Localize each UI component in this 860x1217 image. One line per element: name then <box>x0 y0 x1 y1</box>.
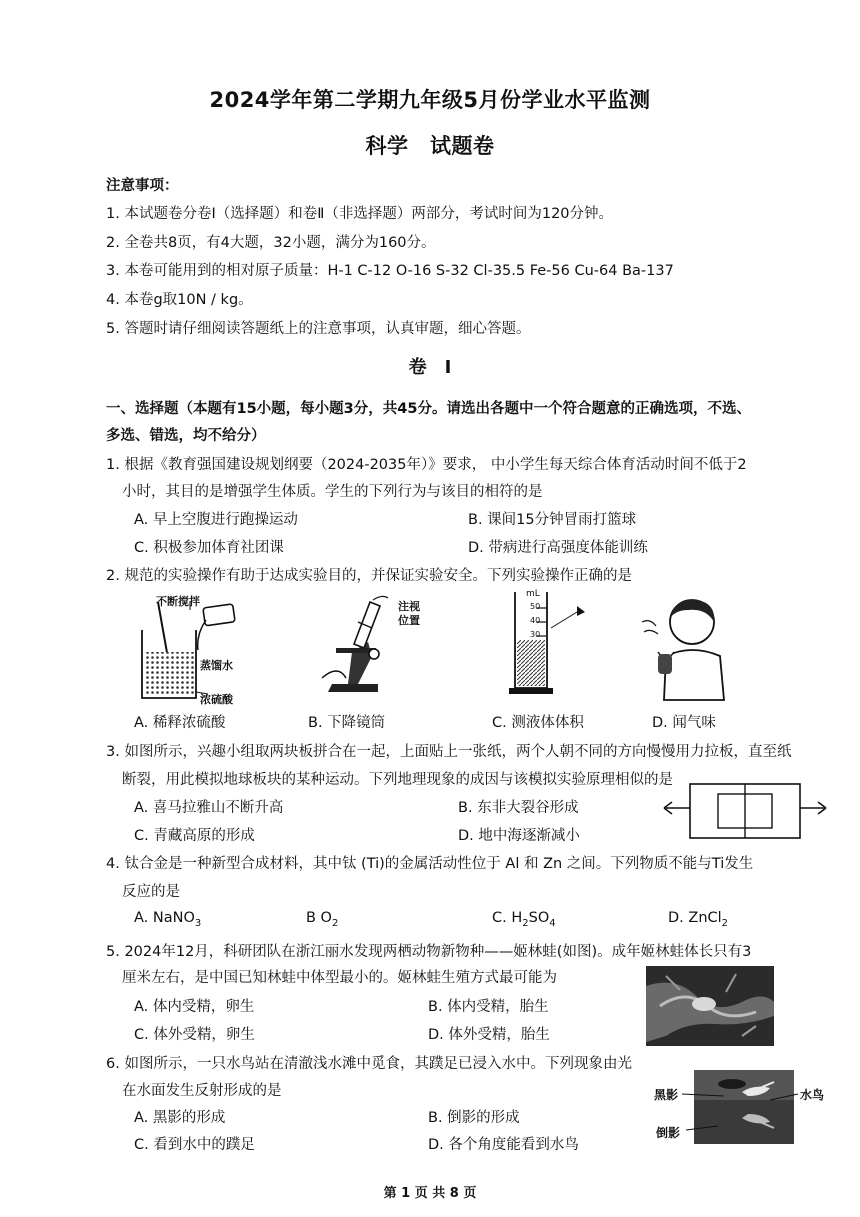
label-reflection: 倒影 <box>656 1126 681 1140</box>
cylinder-tick: 50 <box>530 602 541 611</box>
q2-option-d: D. 闻气味 <box>652 715 716 731</box>
notice-item: 1. 本试题卷分卷Ⅰ（选择题）和卷Ⅱ（非选择题）两部分，考试时间为120分钟。 <box>106 206 614 222</box>
q5-option-c: C. 体外受精，卵生 <box>134 1027 255 1043</box>
section-heading-line2: 多选、错选，均不给分） <box>106 428 266 444</box>
notice-item: 3. 本卷可能用到的相对原子质量：H-1 C-12 O-16 S-32 Cl-35.5 Fe-56 Cu-64 Ba-137 <box>106 263 674 279</box>
figure-smelling <box>636 592 731 702</box>
label-shadow: 黑影 <box>654 1088 679 1102</box>
question-1-line2: 小时，其目的是增强学生体质。学生的下列行为与该目的相符的是 <box>122 484 543 500</box>
q1-option-b: B. 课间15分钟冒雨打篮球 <box>468 512 637 528</box>
label-acid: 浓硫酸 <box>200 693 233 706</box>
q1-option-a: A. 早上空腹进行跑操运动 <box>134 512 298 528</box>
q5-option-b: B. 体内受精，胎生 <box>428 999 549 1015</box>
q2-option-b: B. 下降镜筒 <box>308 715 386 731</box>
frog-photo <box>646 966 774 1046</box>
q3-option-d: D. 地中海逐渐减小 <box>458 828 580 844</box>
q3-option-b: B. 东非大裂谷形成 <box>458 800 579 816</box>
page-subtitle: 科学 试题卷 <box>365 134 495 158</box>
page-title: 2024学年第二学期九年级5月份学业水平监测 <box>209 88 651 112</box>
q4-option-a: A. NaNO$_3$ <box>134 910 202 929</box>
notice-item: 4. 本卷g取10N / kg。 <box>106 292 253 308</box>
label-leaders <box>682 1086 800 1136</box>
page-number: 第 1 页 共 8 页 <box>383 1186 477 1201</box>
figure-plates <box>660 780 830 842</box>
label-bird: 水鸟 <box>800 1088 825 1102</box>
question-4-line1: 4. 钛合金是一种新型合成材料，其中钛 (Ti)的金属活动性位于 Al 和 Zn 之间。下列物质不能与Ti发生 <box>106 856 754 872</box>
q6-option-d: D. 各个角度能看到水鸟 <box>428 1137 579 1153</box>
question-3-line1: 3. 如图所示，兴趣小组取两块板拼合在一起，上面贴上一张纸，两个人朝不同的方向慢慢用力拉板，直至纸 <box>106 744 792 760</box>
notice-item: 5. 答题时请仔细阅读答题纸上的注意事项，认真审题，细心答题。 <box>106 321 531 337</box>
label-watch: 注视 <box>398 600 420 613</box>
cylinder-unit: mL <box>526 589 540 599</box>
notice-item: 2. 全卷共8页，有4大题，32小题，满分为160分。 <box>106 235 436 251</box>
q3-option-c: C. 青藏高原的形成 <box>134 828 255 844</box>
label-stir: 不断搅拌 <box>156 595 200 608</box>
q5-option-a: A. 体内受精，卵生 <box>134 999 255 1015</box>
label-position: 位置 <box>398 614 420 627</box>
question-2-line1: 2. 规范的实验操作有助于达成实验目的，并保证实验安全。下列实验操作正确的是 <box>106 568 632 584</box>
question-6-line2: 在水面发生反射形成的是 <box>122 1083 282 1099</box>
q2-option-c: C. 测液体体积 <box>492 715 584 731</box>
q4-option-c: C. $H_2SO_4$ <box>492 910 556 929</box>
question-3-line2: 断裂，用此模拟地球板块的某种运动。下列地理现象的成因与该模拟实验原理相似的是 <box>122 772 673 788</box>
q3-option-a: A. 喜马拉雅山不断升高 <box>134 800 284 816</box>
question-4-line2: 反应的是 <box>122 884 180 900</box>
question-1-line1: 1. 根据《教育强国建设规划纲要（2024-2035年）》要求， 中小学生每天综合体育活动时间不低于2 <box>106 457 747 473</box>
q4-option-d: D. ZnCl$_2$ <box>668 910 729 929</box>
section-heading-line1: 一、选择题（本题有15小题，每小题3分，共45分。请选出各题中一个符合题意的正确选项，不选、 <box>106 401 751 417</box>
question-6-line1: 6. 如图所示，一只水鸟站在清澈浅水滩中觅食，其蹼足已浸入水中。下列现象由光 <box>106 1056 632 1072</box>
q2-option-a: A. 稀释浓硫酸 <box>134 715 226 731</box>
figure-measuring-cylinder <box>505 588 600 700</box>
question-5-line1: 5. 2024年12月，科研团队在浙江丽水发现两栖动物新物种——姬林蛙(如图)。成年姬林蛙体长只有3 <box>106 944 752 960</box>
q1-option-c: C. 积极参加体育社团课 <box>134 540 284 556</box>
q1-option-d: D. 带病进行高强度体能训练 <box>468 540 648 556</box>
section-name: 卷 Ⅰ <box>408 357 452 378</box>
q6-option-c: C. 看到水中的蹼足 <box>134 1137 255 1153</box>
q6-option-b: B. 倒影的形成 <box>428 1110 520 1126</box>
notice-heading: 注意事项： <box>106 178 179 194</box>
cylinder-tick: 40 <box>530 616 541 625</box>
figure-microscope <box>318 592 398 702</box>
cylinder-tick: 30 <box>530 630 541 639</box>
q6-option-a: A. 黑影的形成 <box>134 1110 226 1126</box>
question-5-line2: 厘米左右，是中国已知林蛙中体型最小的。姬林蛙生殖方式最可能为 <box>122 970 557 986</box>
label-water: 蒸馏水 <box>200 659 233 672</box>
q5-option-d: D. 体外受精，胎生 <box>428 1027 550 1043</box>
q4-option-b: B $O_2$ <box>306 910 339 929</box>
